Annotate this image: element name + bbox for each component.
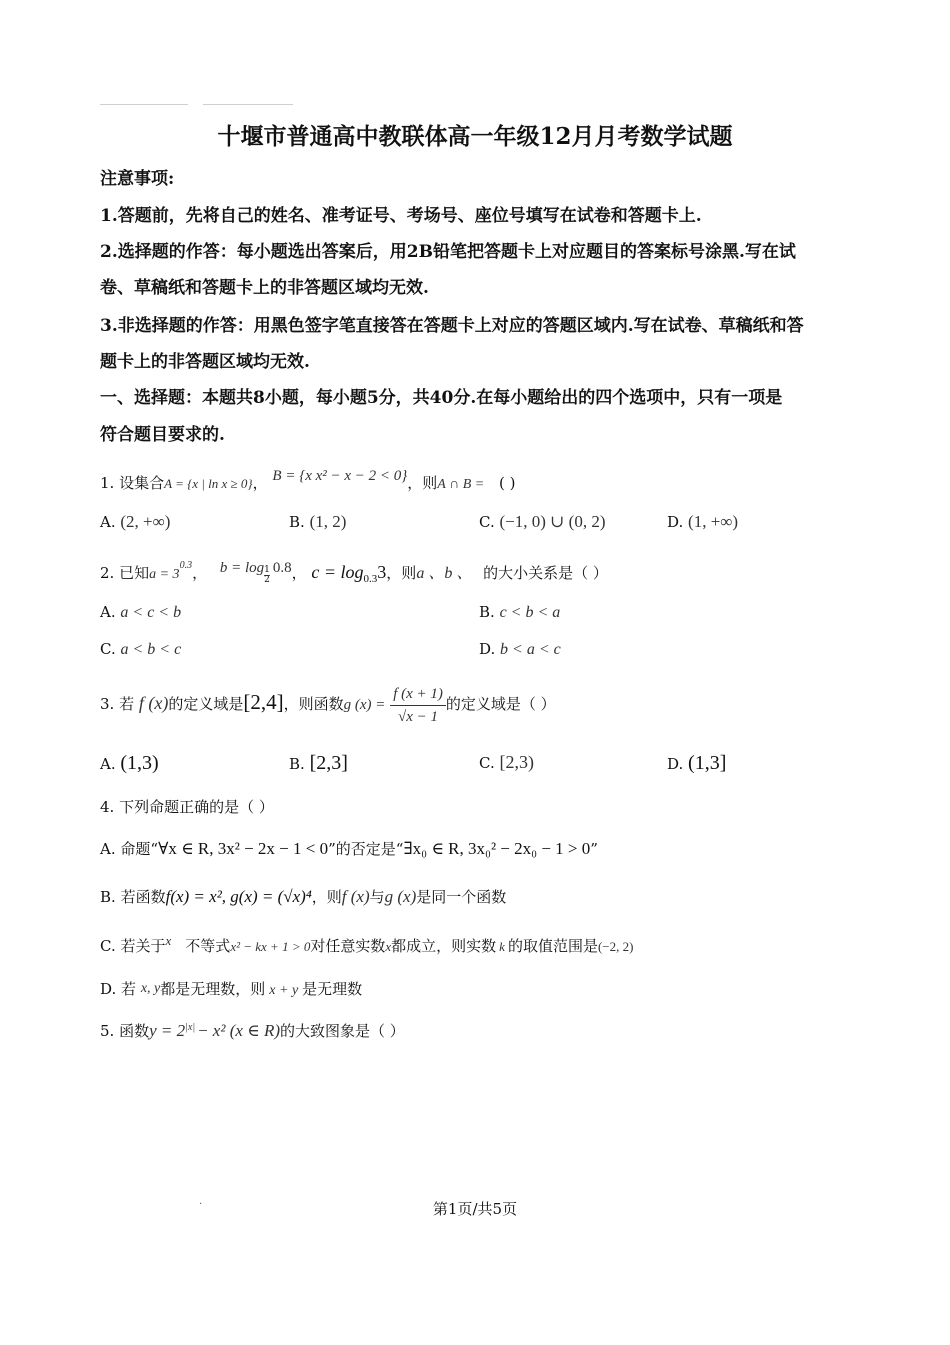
q1-option-b-label: B. [289, 513, 305, 531]
q4-option-d [100, 978, 362, 999]
q3-option-a [100, 752, 159, 775]
q3-domain: [2,4] [243, 690, 284, 714]
footer-dot: . [199, 1196, 203, 1207]
q2-c-base: 0.3 [363, 573, 378, 585]
q3-tail: 的定义域是（ ） [445, 695, 556, 713]
q1-set-b: B = {x x² − x − 2 < 0} [272, 468, 408, 484]
q3-option-b [289, 752, 348, 775]
q5-number: 5. [100, 1022, 115, 1040]
header-rule-left [100, 104, 188, 105]
q2-number: 2. [100, 564, 115, 582]
q3-option-c [479, 752, 534, 773]
q3-option-c-label: C. [479, 754, 495, 772]
q2-a-expr: a = 3 [149, 567, 180, 582]
q1-lead: 设集合 [119, 474, 165, 492]
q4-b-math-2: f (x) [341, 887, 370, 906]
q2-c-expr: c = log [311, 562, 364, 582]
q2-c-arg: 3 [377, 562, 387, 582]
q1-option-a-label: A. [100, 513, 116, 531]
q1-then: ，则 [407, 474, 438, 492]
q2-option-d [479, 640, 561, 659]
page-title: 十堰市普通高中教联体高一年级12月月考数学试题 [217, 123, 733, 150]
q4-a-text-1: 命题“ [120, 840, 159, 858]
q4-c-text-3: 对任意实数 [310, 937, 386, 955]
q4-c-math-1: x [165, 933, 172, 948]
q3-option-d-label: D. [667, 755, 684, 773]
q2-option-c-value: a < b < c [120, 641, 182, 658]
q4-option-c [100, 935, 633, 956]
q4-d-math-2: x + y [269, 983, 299, 998]
q1-option-c [479, 512, 605, 532]
notice-item-2-cont: 卷、草稿纸和答题卡上的非答题区域均无效. [100, 278, 429, 298]
q4-d-text-1: 若 [121, 980, 137, 998]
q4-b-text-4: 是同一个函数 [416, 888, 507, 906]
q4-b-text-1: 若函数 [120, 888, 166, 906]
q3-lead: 若 [119, 695, 135, 713]
q2-option-c-label: C. [100, 640, 116, 658]
q4-option-b [100, 886, 506, 907]
q2-b-base [264, 566, 270, 585]
notice-item-1: 1.答题前，先将自己的姓名、准考证号、考场号、座位号填写在试卷和答题卡上. [100, 206, 702, 226]
q2-tail: 的大小关系是（ ） [483, 564, 608, 582]
q4-b-math-1: f(x) = x², g(x) = (√x)⁴ [165, 887, 312, 906]
q3-fraction [390, 683, 446, 728]
q3-mid: 的定义域是 [168, 695, 244, 713]
q2-vars: a 、b 、 [416, 565, 473, 582]
q4-c-math-5: (−2, 2) [597, 939, 634, 954]
q1-number: 1. [100, 474, 115, 492]
q1-option-d-label: D. [667, 513, 684, 531]
q4-c-math-4: k [499, 939, 505, 954]
q2-option-d-value: b < a < c [500, 641, 561, 658]
q5-lead: 函数 [119, 1022, 150, 1040]
q2-lead: 已知 [119, 564, 150, 582]
q1-option-a-value: (2, +∞) [120, 512, 171, 531]
notice-item-3: 3.非选择题的作答：用黑色签字笔直接答在答题卡上对应的答题区域内.写在试卷、草稿纸和答 [100, 316, 804, 336]
q2-b-expr: b = log [219, 560, 265, 576]
q4-d-math-1: x, y [140, 981, 161, 996]
notice-heading: 注意事项: [100, 169, 175, 189]
q4-a-math-1: ∀x ∈ R, 3x² − 2x − 1 < 0 [158, 839, 329, 858]
question-5 [100, 1020, 405, 1041]
q2-a-exponent: 0.3 [179, 560, 193, 571]
q4-c-math-2: x² − kx + 1 > 0 [230, 939, 311, 954]
q1-option-c-value: (−1, 0) ∪ (0, 2) [499, 512, 606, 531]
question-3 [100, 680, 556, 732]
q4-c-text-2: 不等式 [185, 937, 231, 955]
q4-b-math-3: g (x) [384, 887, 417, 906]
q4-option-d-label: D. [100, 980, 117, 998]
q1-option-c-label: C. [479, 513, 495, 531]
q3-denominator: √x − 1 [398, 708, 439, 725]
q4-option-a-label: A. [100, 840, 116, 858]
q3-then: ，则函数 [283, 695, 344, 713]
q3-fx: f (x) [138, 693, 169, 713]
q2-then: ，则 [386, 564, 417, 582]
q3-option-b-label: B. [289, 755, 305, 773]
question-4 [100, 796, 274, 817]
q4-number: 4. [100, 798, 115, 816]
q5-expr: y = 2 [149, 1021, 186, 1040]
section-heading: 一、选择题：本题共8小题，每小题5分，共40分.在每小题给出的四个选项中，只有一项是 [100, 388, 783, 408]
q1-option-d-value: (1, +∞) [688, 512, 739, 531]
q1-option-d [667, 512, 738, 532]
q2-option-b [479, 603, 560, 622]
q4-a-math-2: ∃x₀ ∈ R, 3x₀² − 2x₀ − 1 > 0 [403, 839, 591, 858]
page-number: 第1页/共5页 [432, 1200, 518, 1218]
q3-gx: g (x) = [343, 697, 386, 713]
q3-option-b-value: [2,3] [309, 752, 348, 774]
q4-b-text-3: 与 [369, 888, 385, 906]
q1-answer-paren: ( ) [499, 474, 516, 492]
q2-option-b-value: c < b < a [499, 604, 561, 621]
q3-numerator: f (x + 1) [390, 683, 446, 706]
q4-c-text-5: 的取值范围是 [507, 937, 598, 955]
q3-option-a-label: A. [100, 755, 116, 773]
q4-a-text-3: ” [590, 840, 598, 858]
q4-a-text-2: ”的否定是“ [328, 840, 404, 858]
q4-d-text-2: 都是无理数，则 [160, 980, 266, 998]
question-2: 2. 已知$a = 3^{0.3}$， b = log $\frac{1}{2}$ 0.8， $c = \log_{0.3}3$，则a 、b 、 的大小关系是（ ） [100, 560, 608, 585]
q5-tail: 的大致图象是（ ） [280, 1022, 405, 1040]
q1-option-a [100, 512, 170, 532]
q5-expr-2: − x² (x ∈ R) [197, 1021, 281, 1040]
q5-exponent: |x| [185, 1022, 196, 1033]
notice-item-2: 2.选择题的作答：每小题选出答案后，用2B铅笔把答题卡上对应题目的答案标号涂黑.写在试 [100, 242, 796, 262]
q2-option-a-label: A. [100, 603, 116, 621]
q1-set-a: A = {x | ln x ≥ 0} [164, 476, 253, 491]
notice-item-3-cont: 题卡上的非答题区域均无效. [100, 352, 310, 372]
q2-option-a [100, 603, 181, 622]
q3-option-a-value: (1,3) [120, 752, 159, 774]
q2-option-d-label: D. [479, 640, 496, 658]
q2-option-b-label: B. [479, 603, 495, 621]
q1-comma: ， [252, 474, 268, 492]
q4-option-b-label: B. [100, 888, 116, 906]
q4-c-math-3: x [385, 939, 392, 954]
q2-option-a-value: a < c < b [120, 604, 182, 621]
q4-c-text-1: 若关于 [120, 937, 166, 955]
q2-b-base-den: 2 [264, 575, 270, 585]
q4-d-text-3: 是无理数 [302, 980, 363, 998]
q4-c-text-4: 都成立，则实数 [391, 937, 497, 955]
q4-b-text-2: ，则 [311, 888, 342, 906]
q4-option-a [100, 838, 598, 859]
q2-b-arg: 0.8 [272, 560, 292, 576]
q1-option-b [289, 512, 346, 532]
section-heading-cont: 符合题目要求的. [100, 425, 225, 445]
header-rule-right [203, 104, 293, 105]
q3-option-d-value: (1,3] [688, 752, 727, 774]
q2-b-base-num: 1 [264, 565, 270, 575]
q2-option-c [100, 640, 181, 659]
q4-option-c-label: C. [100, 937, 116, 955]
q3-option-d [667, 752, 726, 775]
q1-option-b-value: (1, 2) [309, 512, 347, 531]
question-1 [100, 468, 516, 493]
q4-stem: 下列命题正确的是（ ） [119, 798, 274, 816]
q1-expr: A ∩ B = [437, 477, 485, 492]
q3-number: 3. [100, 695, 115, 713]
q3-option-c-value: [2,3) [499, 752, 534, 772]
